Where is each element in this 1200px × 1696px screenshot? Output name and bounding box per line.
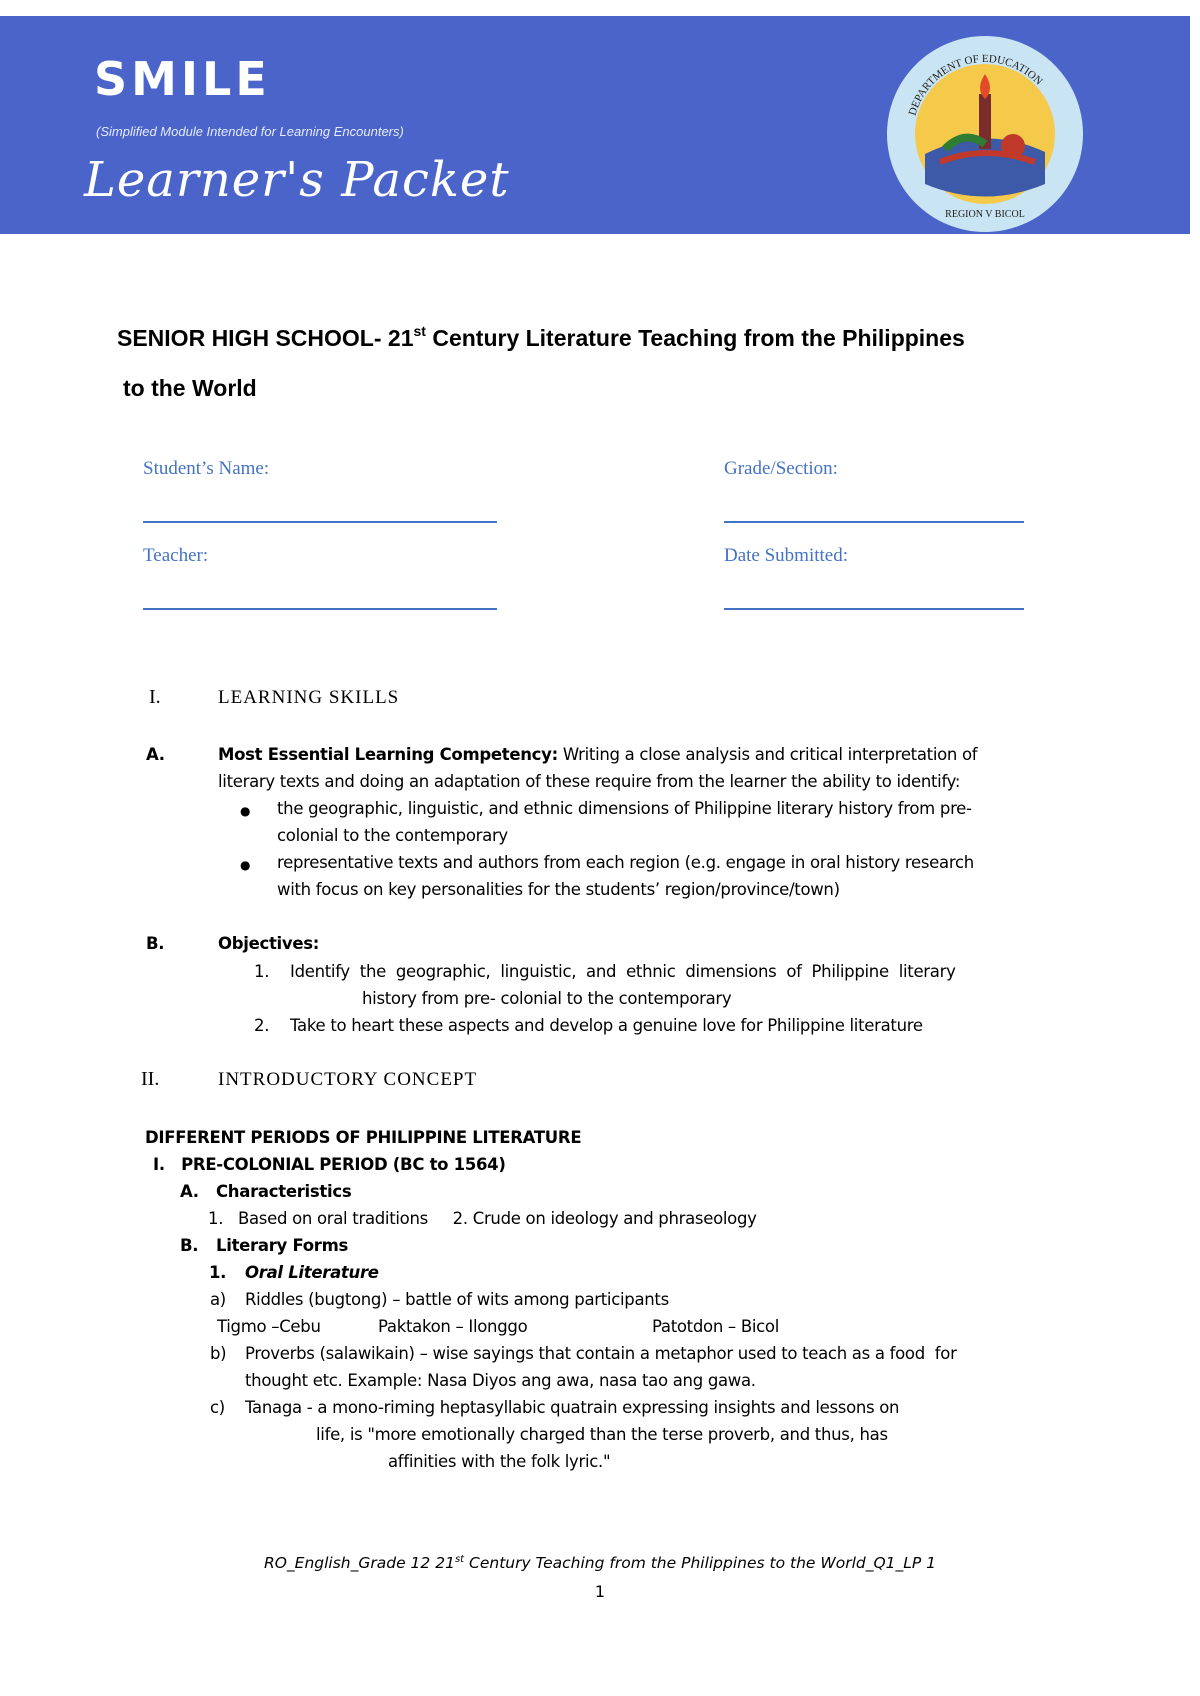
seal-top-text: DEPARTMENT OF EDUCATION xyxy=(906,52,1045,118)
section-1-heading: LEARNING SKILLS xyxy=(218,687,400,708)
riddle-ilonggo: Paktakon – Ilonggo xyxy=(378,1317,528,1336)
objective-1-line2: history from pre- colonial to the contemporary xyxy=(362,989,732,1008)
grade-section-label: Grade/Section: xyxy=(724,458,838,479)
footer-sup: st xyxy=(454,1554,465,1565)
learners-packet-title: Learner's Packet xyxy=(84,152,510,208)
bullet-2-line2: with focus on key personalities for the students’ region/province/town) xyxy=(277,880,840,899)
student-name-line[interactable] xyxy=(143,521,497,523)
page-number: 1 xyxy=(594,1582,606,1601)
subject-prefix: SENIOR HIGH SCHOOL- 21 xyxy=(117,325,414,351)
section-2-heading: INTRODUCTORY CONCEPT xyxy=(218,1069,478,1090)
bullet-1-line2: colonial to the contemporary xyxy=(277,826,508,845)
competency-text-1: Writing a close analysis and critical interpretation of xyxy=(557,745,978,764)
periods-title: DIFFERENT PERIODS OF PHILIPPINE LITERATURE xyxy=(145,1128,582,1147)
deped-region-seal-icon xyxy=(885,34,1085,234)
teacher-line[interactable] xyxy=(143,608,497,610)
tanaga-text-1: Tanaga - a mono-riming heptasyllabic quatrain expressing insights and lessons on xyxy=(245,1398,900,1417)
page-footer xyxy=(0,1554,1200,1572)
footer-text-b: Century Teaching from the Philippines to the World_Q1_LP 1 xyxy=(464,1554,937,1573)
pre-colonial-period: I. PRE-COLONIAL PERIOD (BC to 1564) xyxy=(153,1155,506,1174)
section-1-number: I. xyxy=(149,686,161,708)
proverbs-text-2: thought etc. Example: Nasa Diyos ang awa, nasa tao ang gawa. xyxy=(245,1371,756,1390)
oral-literature-title: Oral Literature xyxy=(245,1263,379,1282)
oral-literature-number: 1. xyxy=(209,1263,227,1282)
date-submitted-label: Date Submitted: xyxy=(724,545,849,566)
tanaga-text-2: life, is "more emotionally charged than the terse proverb, and thus, has xyxy=(316,1425,888,1444)
objective-2-line1: Take to heart these aspects and develop a genuine love for Philippine literature xyxy=(290,1016,923,1035)
date-submitted-line[interactable] xyxy=(724,608,1024,610)
teacher-label: Teacher: xyxy=(143,545,209,566)
bullet-icon: ● xyxy=(240,804,251,818)
tanaga-text-3: affinities with the folk lyric." xyxy=(388,1452,611,1471)
bullet-2-line1: representative texts and authors from each region (e.g. engage in oral history research xyxy=(277,853,974,872)
competency-bullet-2 xyxy=(277,849,974,903)
smile-logo-title: SMILE xyxy=(94,52,271,106)
section-2-number: II. xyxy=(141,1068,160,1090)
subject-suffix: Century Literature Teaching from the Philippines xyxy=(425,325,965,351)
grade-section-line[interactable] xyxy=(724,521,1024,523)
competency-text-2: literary texts and doing an adaptation of these require from the learner the ability to identify: xyxy=(218,772,961,791)
characteristics-label: A. xyxy=(180,1182,199,1201)
smile-subtitle: (Simplified Module Intended for Learning Encounters) xyxy=(96,124,404,139)
objectives-title: Objectives: xyxy=(218,934,320,953)
seal-bottom-text: REGION V BICOL xyxy=(945,209,1025,220)
riddle-bicol: Patotdon – Bicol xyxy=(652,1317,779,1336)
literary-forms-title: Literary Forms xyxy=(216,1236,349,1255)
bullet-1-line1: the geographic, linguistic, and ethnic dimensions of Philippine literary history from pre- xyxy=(277,799,972,818)
tanaga-label: c) xyxy=(210,1398,225,1417)
competency-paragraph xyxy=(218,741,1068,795)
objective-2-number: 2. xyxy=(254,1016,270,1035)
riddles-text: Riddles (bugtong) – battle of wits among participants xyxy=(245,1290,669,1309)
riddle-cebu: Tigmo –Cebu xyxy=(217,1317,321,1336)
subject-line2: to the World xyxy=(123,375,257,401)
objective-1-number: 1. xyxy=(254,962,270,981)
proverbs-text-1: Proverbs (salawikain) – wise sayings that contain a metaphor used to teach as a food for xyxy=(245,1344,957,1363)
subject-title xyxy=(117,306,1097,413)
competency-bullet-1 xyxy=(277,795,972,849)
subject-sup: st xyxy=(413,323,426,339)
section-1b-label: B. xyxy=(146,934,165,953)
footer-text-a: RO_English_Grade 12 21 xyxy=(263,1554,455,1573)
competency-bold: Most Essential Learning Competency: xyxy=(218,745,558,764)
bullet-icon: ● xyxy=(240,858,251,872)
objective-1-line1: Identify the geographic, linguistic, and ethnic dimensions of Philippine literary xyxy=(290,962,956,981)
characteristics-title: Characteristics xyxy=(216,1182,352,1201)
student-name-label: Student’s Name: xyxy=(143,458,270,479)
literary-forms-label: B. xyxy=(180,1236,199,1255)
riddles-label: a) xyxy=(210,1290,226,1309)
section-1a-label: A. xyxy=(146,745,165,764)
characteristics-items: 1. Based on oral traditions 2. Crude on ideology and phraseology xyxy=(208,1209,757,1228)
proverbs-label: b) xyxy=(210,1344,227,1363)
